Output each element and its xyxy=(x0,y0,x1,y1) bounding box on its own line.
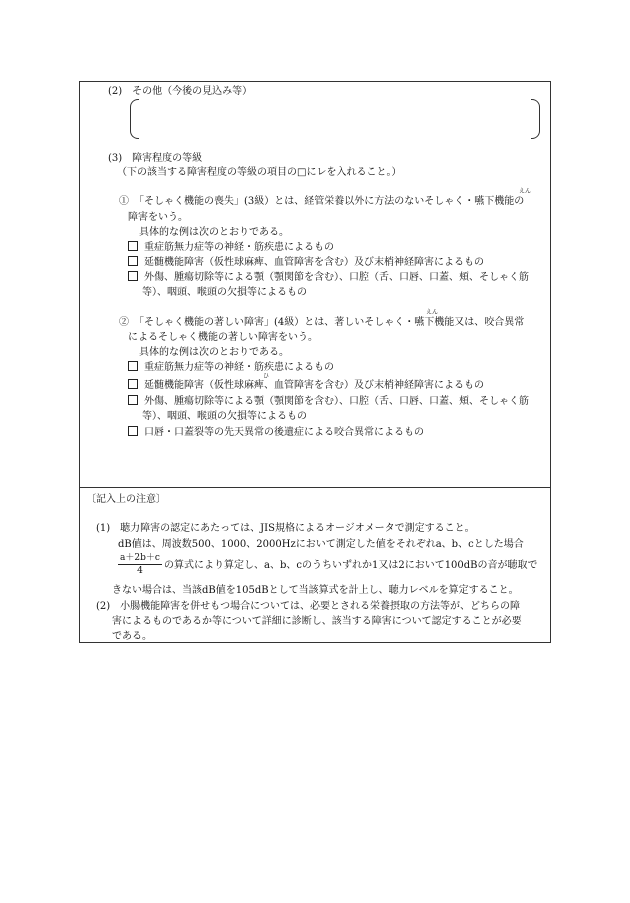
item1-line1: ① 「そしゃく機能の喪失」(3級）とは、経管栄養以外に方法のないそしゃく・嚥下機能の xyxy=(119,196,525,207)
item2-checkbox-1[interactable] xyxy=(128,361,138,371)
item1-option xyxy=(128,271,529,284)
item2-intro: 具体的な例は次のとおりである。 xyxy=(139,347,289,358)
other-notes-field[interactable] xyxy=(142,102,526,134)
item2-line1: ② 「そしゃく機能の著しい障害」(4級）とは、著しいそしゃく・嚥下機能又は、咬合異常 xyxy=(119,317,525,328)
item2-checkbox-2[interactable] xyxy=(128,379,138,389)
formula-denominator: 4 xyxy=(137,566,143,576)
item1-checkbox-3[interactable] xyxy=(128,271,138,281)
section3-note: （下の該当する障害程度の等級の項目の□にレを入れること。） xyxy=(117,167,402,178)
item2-option xyxy=(128,426,424,439)
item1-intro: 具体的な例は次のとおりである。 xyxy=(139,227,289,238)
item2-option-3-label: 外傷、腫瘍切除等による顎（顎関節を含む）、口腔（舌、口唇、口蓋、頬、そしゃく筋 xyxy=(144,396,529,407)
item1-checkbox-2[interactable] xyxy=(128,256,138,266)
item2-checkbox-3[interactable] xyxy=(128,395,138,405)
note1-line4: きない場合は、当該dB値を105dBとして当該算式を計上し、聴力レベルを算定すること。 xyxy=(112,585,519,596)
item2-option-4-label: 口唇・口蓋裂等の先天異常の後遺症による咬合異常によるもの xyxy=(144,427,424,438)
item1-option-2-label: 延髄機能障害（仮性球麻痺、血管障害を含む）及び末梢神経障害によるもの xyxy=(144,257,484,268)
item2-ruby: えん xyxy=(426,309,439,316)
note1-line3: の算式により算定し、a、b、cのうちいずれか1又は2において100dBの音が聴取で xyxy=(164,560,538,571)
section3-heading: (3) 障害程度の等級 xyxy=(108,153,203,164)
item2-option-1-label: 重症筋無力症等の神経・筋疾患によるもの xyxy=(144,362,334,373)
item2-option-2-label: 延髄機能障害（仮性球麻痺、血管障害を含む）及び末梢神経障害によるもの xyxy=(144,380,484,391)
item2-checkbox-4[interactable] xyxy=(128,426,138,436)
item1-option-3-label: 外傷、腫瘍切除等による顎（顎関節を含む）、口腔（舌、口唇、口蓋、頬、そしゃく筋 xyxy=(144,272,529,283)
item1-ruby: えん xyxy=(519,188,532,195)
item2-option xyxy=(128,361,334,374)
item1-line2: 障害をいう。 xyxy=(128,212,188,223)
section2-heading: (2) その他（今後の見込み等） xyxy=(108,86,253,97)
item1-option xyxy=(128,241,334,254)
item1-checkbox-1[interactable] xyxy=(128,241,138,251)
item2-option xyxy=(128,379,484,392)
item2-ruby-small: ひ xyxy=(263,373,270,380)
item1-option xyxy=(128,256,484,269)
section-divider xyxy=(80,487,550,488)
note2-line3: である。 xyxy=(112,631,152,642)
item2-option xyxy=(128,395,529,408)
item1-option-1-label: 重症筋無力症等の神経・筋疾患によるもの xyxy=(144,242,334,253)
formula-numerator: a＋2b＋c xyxy=(118,553,162,565)
note2-line1: (2) 小腸機能障害を併せもつ場合については、必要とされる栄養摂取の方法等が、どちらの障 xyxy=(96,601,520,612)
notes-heading: 〔記入上の注意〕 xyxy=(86,494,166,505)
item1-option-3-cont: 等）、咽頭、喉頭の欠損等によるもの xyxy=(142,287,307,298)
item2-line2: によるそしゃく機能の著しい障害をいう。 xyxy=(128,332,318,343)
right-bracket xyxy=(531,99,540,139)
note1-line1: (1) 聴力障害の認定にあたっては、JIS規格によるオージオメータで測定すること。 xyxy=(96,523,475,534)
item2-option-3-cont: 等）、咽頭、喉頭の欠損等によるもの xyxy=(142,411,307,422)
note1-line2: dB値は、周波数500、1000、2000Hzにおいて測定した値をそれぞれa、b、cとした場合 xyxy=(118,539,524,550)
note2-line2: 害によるものであるか等について詳細に診断し、該当する障害について認定することが必要 xyxy=(112,616,522,627)
formula-fraction xyxy=(118,553,162,577)
left-bracket xyxy=(130,99,139,139)
